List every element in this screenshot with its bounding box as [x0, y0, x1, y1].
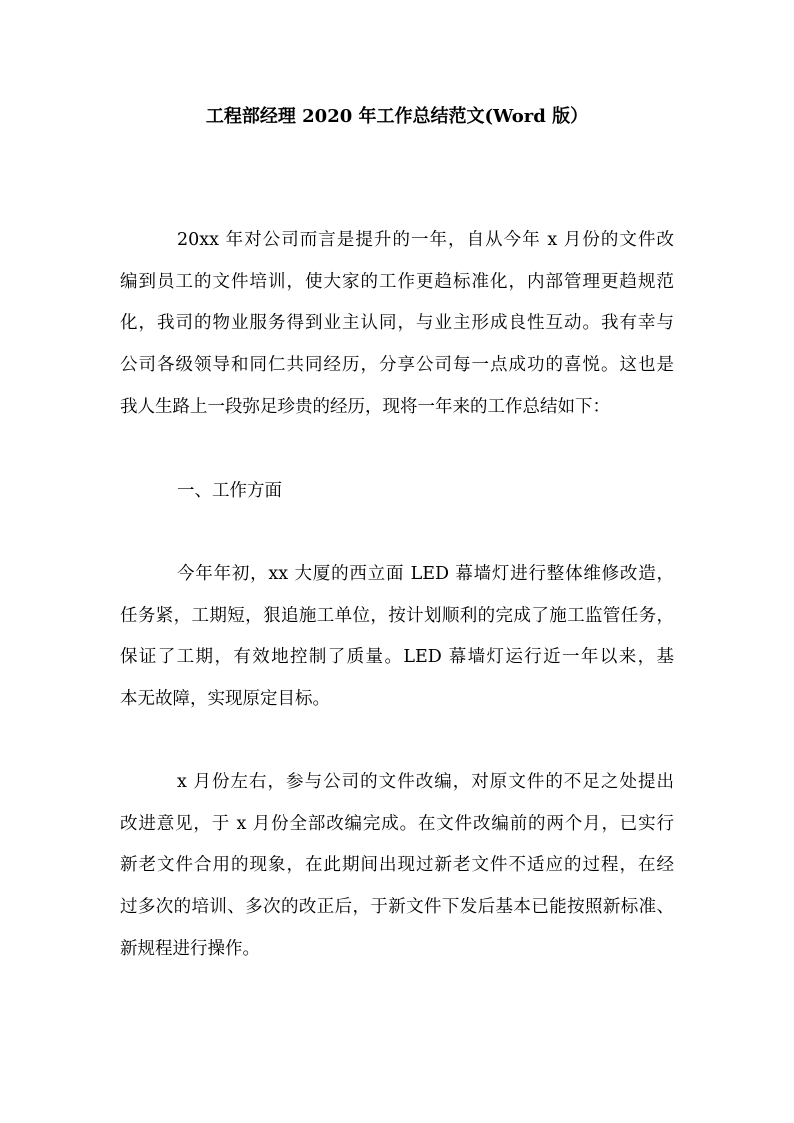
paragraph-line: x 月份左右，参与公司的文件改编，对原文件的不足之处提出	[177, 772, 674, 792]
paragraph-line: 编到员工的文件培训，使大家的工作更趋标准化，内部管理更趋规范	[120, 271, 674, 292]
paragraph-line: 本无故障，实现原定目标。	[120, 689, 330, 710]
document-title: 工程部经理 2020 年工作总结范文(Word 版）	[205, 106, 589, 127]
paragraph-line: 公司各级领导和同仁共同经历，分享公司每一点成功的喜悦。这也是	[120, 355, 674, 376]
paragraph-line: 保证了工期，有效地控制了质量。LED 幕墙灯运行近一年以来，基	[120, 647, 674, 668]
intro-paragraph	[120, 220, 674, 428]
paragraph-line: 新老文件合用的现象，在此期间出现过新老文件不适应的过程，在经	[120, 855, 674, 876]
led-paragraph	[120, 554, 674, 721]
paragraph-line: 化，我司的物业服务得到业主认同，与业主形成良性互动。我有幸与	[120, 313, 674, 334]
paragraph-line: 过多次的培训、多次的改正后，于新文件下发后基本已能按照新标准、	[120, 897, 674, 918]
paragraph-line: 我人生路上一段弥足珍贵的经历，现将一年来的工作总结如下：	[120, 396, 610, 417]
paragraph-line: 任务紧，工期短，狠追施工单位，按计划顺利的完成了施工监管任务，	[120, 605, 674, 626]
paragraph-line: 新规程进行操作。	[120, 938, 260, 959]
paragraph-line: 今年年初，xx 大厦的西立面 LED 幕墙灯进行整体维修改造，	[177, 564, 674, 584]
section-heading-block	[120, 471, 674, 513]
section-heading: 一、工作方面	[177, 481, 282, 501]
paragraph-line: 改进意见，于 x 月份全部改编完成。在文件改编前的两个月，已实行	[120, 813, 674, 834]
paragraph-line: 20xx 年对公司而言是提升的一年，自从今年 x 月份的文件改	[177, 230, 674, 250]
document-revision-paragraph	[120, 762, 674, 970]
